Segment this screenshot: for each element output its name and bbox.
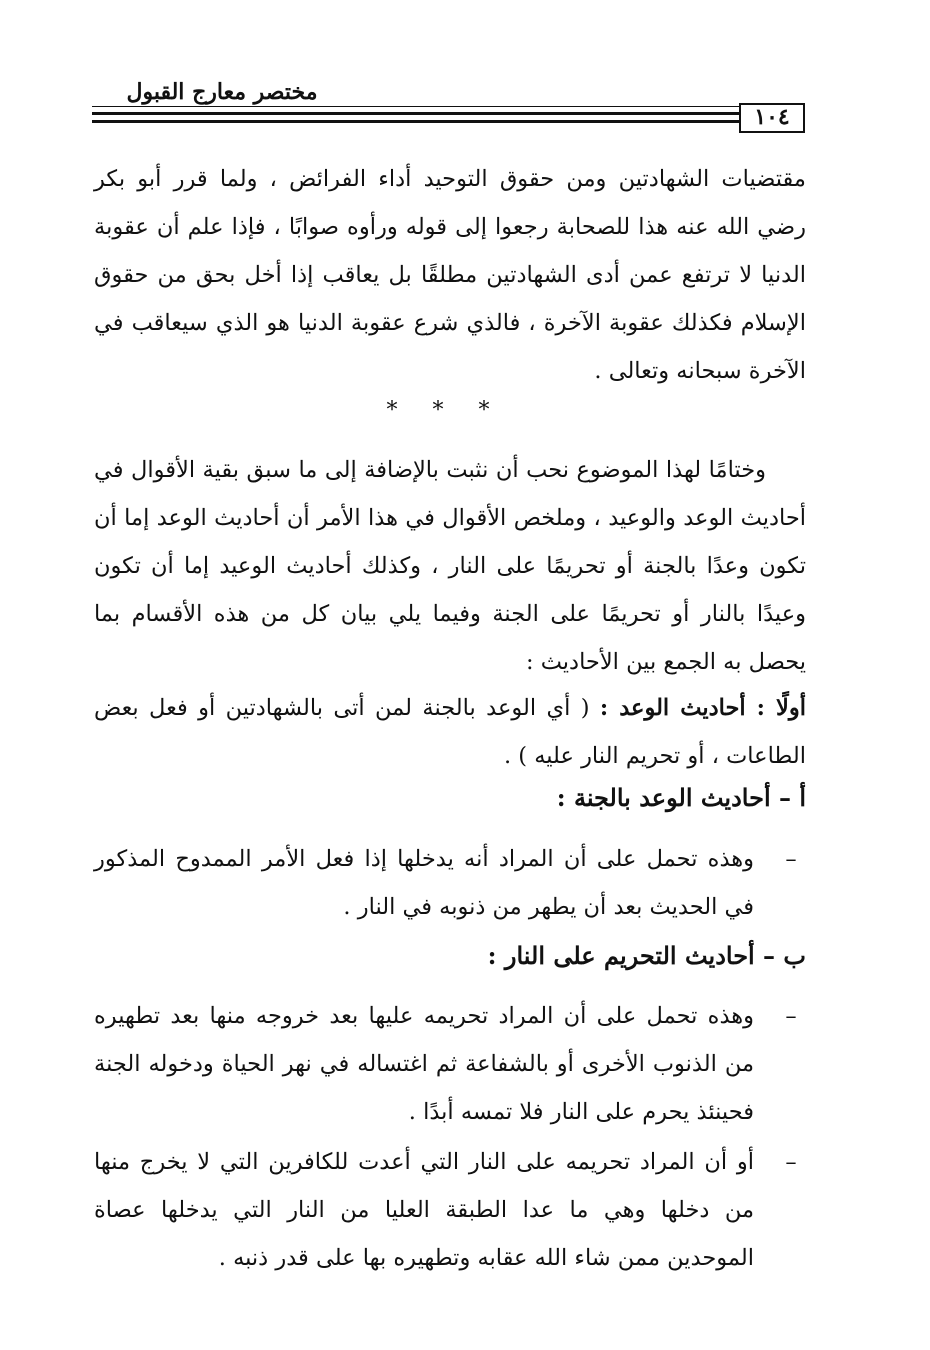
page-number: ١٠٤ (754, 104, 790, 130)
list-dash: – (785, 1149, 797, 1175)
list-item (94, 1138, 806, 1282)
section-definition: ( أي الوعد بالجنة لمن أتى بالشهادتين أو فعل بعض الطاعات ، أو تحريم النار عليه ) . (94, 695, 806, 769)
header-rule-thin (92, 106, 739, 107)
subheading-a: أ – أحاديث الوعد بالجنة : (556, 783, 806, 812)
page-number-box (739, 103, 805, 133)
subheading-b: ب – أحاديث التحريم على النار : (487, 941, 806, 970)
list-item (94, 835, 806, 931)
list-dash: – (785, 846, 797, 872)
list-item-text: وهذه تحمل على أن المراد أنه يدخلها إذا فعل الأمر الممدوح المذكور في الحديث بعد أن يطهر من ذنوبه في النار . (94, 846, 754, 920)
section-separator-asterisks: * * * (386, 398, 504, 423)
paragraph-conclusion (94, 446, 806, 686)
paragraph-first-section (94, 684, 806, 780)
running-title: مختصر معارج القبول (126, 79, 318, 105)
paragraph-continuation: مقتضيات الشهادتين ومن حقوق التوحيد أداء الفرائض ، ولما قرر أبو بكر رضي الله عنه هذا للصحابة رجعوا إلى قوله ورأوه صوابًا ، فإذا علم أن عقوبة الدنيا لا ترتفع عمن أدى الشهادتين مطلقًا بل يعاقب إذا أخل بحق من حقوق الإسلام فكذلك عقوبة الآخرة ، فالذي شرع عقوبة الدنيا هو الذي سيعاقب في الآخرة سبحانه وتعالى . (94, 166, 806, 384)
paragraph-conclusion-text: وختامًا لهذا الموضوع نحب أن نثبت بالإضافة إلى ما سبق بقية الأقوال في أحاديث الوعد والوعيد ، وملخص الأقوال في هذا الأمر أن أحاديث الوعد إما أن تكون وعدًا بالجنة أو تحريمًا على النار ، وكذلك أحاديث الوعيد إما أن تكون وعيدًا بالنار أو تحريمًا على الجنة وفيما يلي بيان كل من هذه الأقسام بما يحصل به الجمع بين الأحاديث : (94, 457, 806, 675)
section-heading-promise: أولًا : أحاديث الوعد : (599, 695, 806, 721)
list-item-text: أو أن المراد تحريمه على النار التي أعدت للكافرين التي لا يخرج منها من دخلها وهي ما عدا الطبقة العليا من النار التي يدخلها عصاة الموحدين ممن شاء الله عقابه وتطهيره بها على قدر ذنبه . (94, 1149, 754, 1271)
list-dash: – (785, 1003, 797, 1029)
header-rule-thick-top (92, 112, 739, 115)
header-rule-thick-bottom (92, 120, 739, 123)
list-item (94, 992, 806, 1136)
list-item-text: وهذه تحمل على أن المراد تحريمه عليها بعد خروجه منها بعد تطهيره من الذنوب الأخرى أو بالشفاعة ثم اغتساله في نهر الحياة ودخوله الجنة فحينئذ يحرم على النار فلا تمسه أبدًا . (94, 1003, 754, 1125)
